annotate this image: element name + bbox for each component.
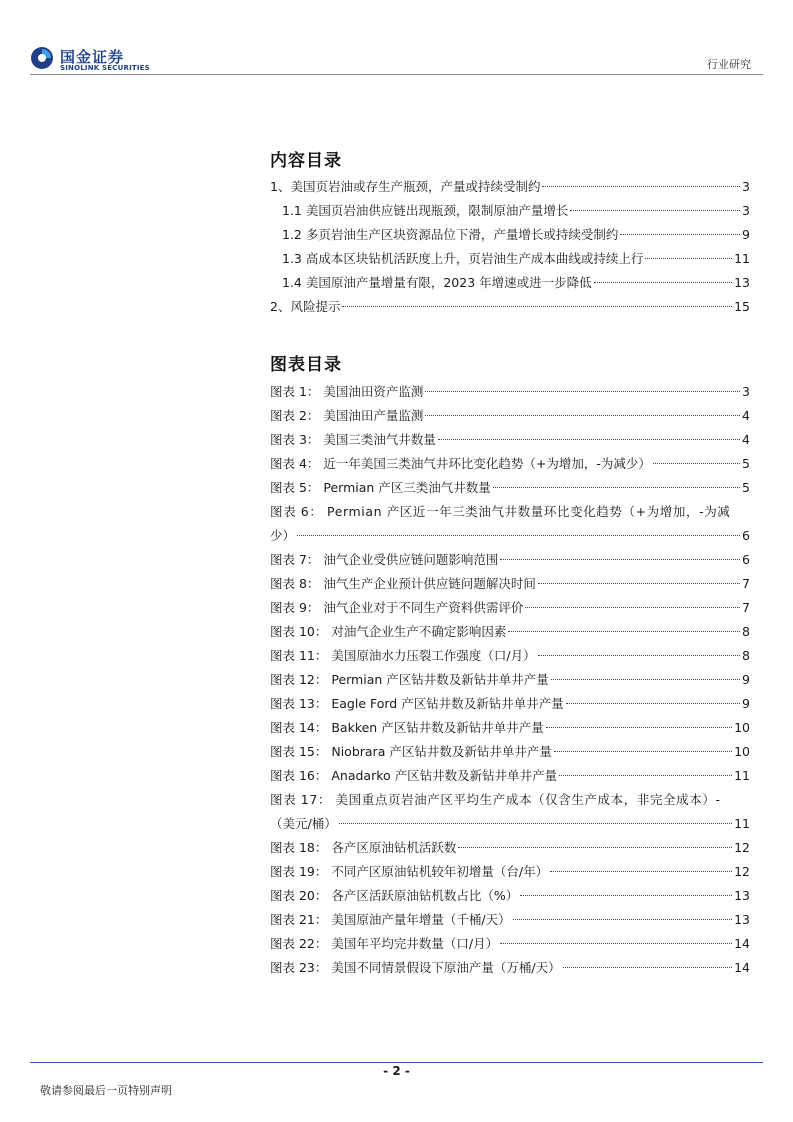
dot-leader [546,727,732,728]
toc-entry-page: 3 [742,203,750,218]
dot-leader [542,186,740,187]
toc-entry-label: 图表 4： 近一年美国三类油气井环比变化趋势（+为增加，-为减少） [270,456,651,471]
toc-entry-label: 图表 21： 美国原油产量年增量（千桶/天） [270,912,511,927]
toc-entry[interactable] [270,764,750,788]
toc-entry-label: 图表 19： 不同产区原油钻机较年初增量（台/年） [270,864,549,879]
toc-entry-label: 图表 13： Eagle Ford 产区钻井数及新钻井单井产量 [270,696,564,711]
contents-list [270,175,750,319]
dot-leader [520,895,732,896]
dot-leader [566,703,740,704]
toc-entry-page: 10 [734,720,750,735]
toc-entry-label: 图表 1： 美国油田资产监测 [270,384,424,399]
toc-entry-page: 12 [734,840,750,855]
dot-leader [594,282,732,283]
toc-entry[interactable] [270,932,750,956]
toc-entry-label: 1.3 高成本区块钻机活跃度上升，页岩油生产成本曲线或持续上行 [282,251,644,266]
toc-entry[interactable] [270,548,750,572]
dot-leader [458,847,732,848]
disclaimer-note: 敬请参阅最后一页特别声明 [40,1084,172,1097]
toc-entry-page: 12 [734,864,750,879]
toc-entry-label: 图表 17： 美国重点页岩油产区平均生产成本（仅含生产成本，非完全成本）- [270,792,721,807]
toc-entry[interactable] [270,404,750,428]
toc-entry[interactable] [270,860,750,884]
toc-entry-label: 图表 3： 美国三类油气井数量 [270,432,436,447]
dot-leader [513,919,733,920]
dot-leader [339,823,732,824]
dot-leader [538,655,740,656]
footer-divider [30,1062,763,1063]
toc-entry-page: 13 [734,888,750,903]
dot-leader [550,871,732,872]
dot-leader [645,258,732,259]
dot-leader [438,439,740,440]
dot-leader [559,775,732,776]
toc-entry[interactable] [270,884,750,908]
toc-entry[interactable] [270,295,750,319]
dot-leader [493,487,740,488]
toc-entry-label-continued: 少） [270,528,296,543]
toc-entry-page: 11 [734,768,750,783]
header-divider [30,74,763,75]
toc-entry-label: 1、美国页岩油或存生产瓶颈，产量或持续受制约 [270,179,541,194]
toc-entry-label: 图表 7： 油气企业受供应链问题影响范围 [270,552,499,567]
toc-entry[interactable] [270,380,750,404]
toc-entry[interactable] [270,596,750,620]
toc-entry-label: 图表 9： 油气企业对于不同生产资料供需评价 [270,600,524,615]
toc-entry-label: 图表 10： 对油气企业生产不确定影响因素 [270,624,507,639]
toc-entry[interactable] [270,428,750,452]
toc-entry-label: 1.1 美国页岩油供应链出现瓶颈，限制原油产量增长 [282,203,569,218]
toc-entry[interactable] [270,175,750,199]
dot-leader [425,415,740,416]
toc-entry-page: 15 [734,299,750,314]
brand-name-cn: 国金证券 [60,48,125,66]
toc-entry-label: 图表 16： Anadarko 产区钻井数及新钻井单井产量 [270,768,558,783]
toc-entry[interactable] [270,644,750,668]
toc-entry-page: 11 [734,816,750,831]
toc-entry-page: 7 [742,600,750,615]
toc-entry-label: 图表 2： 美国油田产量监测 [270,408,424,423]
toc-entry-label: 图表 12： Permian 产区钻井数及新钻井单井产量 [270,672,549,687]
dot-leader [570,210,740,211]
toc-entry-page: 10 [734,744,750,759]
contents-title: 内容目录 [270,151,342,171]
dot-leader [342,306,732,307]
toc-entry-page: 6 [742,528,750,543]
dot-leader [554,751,732,752]
dot-leader [538,583,740,584]
toc-entry-page: 14 [734,936,750,951]
toc-entry-page: 13 [734,912,750,927]
toc-entry[interactable] [270,247,750,271]
toc-entry[interactable] [270,740,750,764]
toc-entry-page: 11 [734,251,750,266]
toc-entry[interactable] [270,692,750,716]
toc-entry-page: 9 [742,696,750,711]
brand-logo [30,46,150,74]
figures-title: 图表目录 [270,355,342,375]
toc-entry-label: 图表 14： Bakken 产区钻井数及新钻井单井产量 [270,720,544,735]
dot-leader [551,679,740,680]
toc-entry-page: 13 [734,275,750,290]
toc-entry[interactable] [270,716,750,740]
dot-leader [508,631,740,632]
page-number: - 2 - [383,1064,410,1078]
toc-entry-page: 3 [742,384,750,399]
toc-entry-label: 图表 6： Permian 产区近一年三类油气井数量环比变化趋势（+为增加，-为减 [270,504,731,519]
dot-leader [425,391,740,392]
toc-entry[interactable] [270,836,750,860]
toc-entry[interactable] [270,908,750,932]
dot-leader [620,234,740,235]
toc-entry[interactable] [270,476,750,500]
toc-entry-label: 图表 18： 各产区原油钻机活跃数 [270,840,457,855]
dot-leader [653,463,740,464]
toc-entry-page: 6 [742,552,750,567]
toc-entry[interactable] [270,452,750,476]
toc-entry-label-continued: （美元/桶） [270,816,337,831]
toc-entry-label: 图表 22： 美国年平均完井数量（口/月） [270,936,499,951]
toc-entry-page: 4 [742,408,750,423]
toc-entry[interactable] [270,620,750,644]
toc-entry[interactable] [270,572,750,596]
toc-entry-page: 7 [742,576,750,591]
toc-entry-page: 9 [742,672,750,687]
toc-entry[interactable] [270,199,750,223]
dot-leader [525,607,740,608]
toc-entry[interactable] [270,956,750,980]
dot-leader [500,943,732,944]
toc-entry-page: 9 [742,227,750,242]
toc-entry-label: 图表 20： 各产区活跃原油钻机数占比（%） [270,888,519,903]
dot-leader [297,535,740,536]
toc-entry-page: 8 [742,648,750,663]
toc-entry[interactable] [270,668,750,692]
toc-entry[interactable] [270,500,750,548]
toc-entry-page: 4 [742,432,750,447]
toc-entry[interactable] [270,788,750,836]
toc-entry-page: 5 [742,480,750,495]
dot-leader [500,559,740,560]
toc-entry-label: 1.2 多页岩油生产区块资源品位下滑，产量增长或持续受制约 [282,227,619,242]
dot-leader [563,967,733,968]
toc-entry-page: 8 [742,624,750,639]
toc-entry-label: 图表 5： Permian 产区三类油气井数量 [270,480,491,495]
toc-entry-label: 图表 15： Niobrara 产区钻井数及新钻井单井产量 [270,744,552,759]
toc-entry-label: 图表 11： 美国原油水力压裂工作强度（口/月） [270,648,536,663]
toc-entry-label: 图表 23： 美国不同情景假设下原油产量（万桶/天） [270,960,561,975]
toc-entry-page: 5 [742,456,750,471]
toc-entry[interactable] [270,223,750,247]
report-category: 行业研究 [707,58,751,71]
toc-entry[interactable] [270,271,750,295]
toc-entry-label: 图表 8： 油气生产企业预计供应链问题解决时间 [270,576,536,591]
toc-entry-page: 14 [734,960,750,975]
sinolink-logo-icon [30,46,54,70]
toc-entry-label: 1.4 美国原油产量增量有限，2023 年增速或进一步降低 [282,275,592,290]
figures-list [270,380,750,980]
brand-name-en: SINOLINK SECURITIES [60,64,150,72]
toc-entry-label: 2、风险提示 [270,299,341,314]
toc-entry-page: 3 [742,179,750,194]
